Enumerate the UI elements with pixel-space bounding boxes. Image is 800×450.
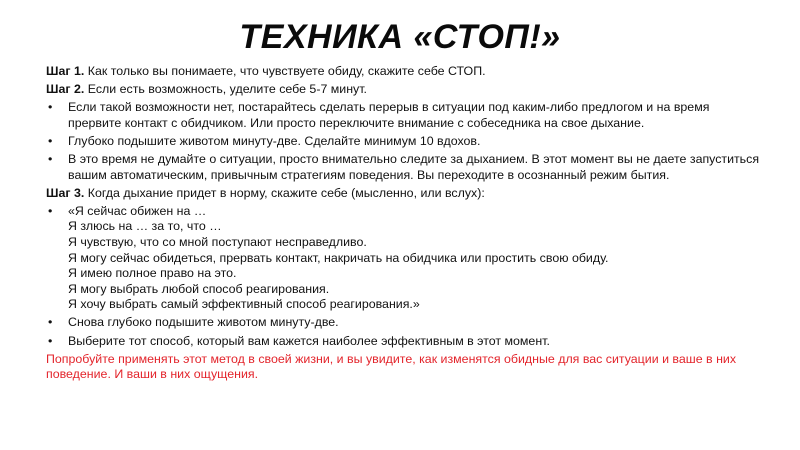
quote-line: Я хочу выбрать самый эффективный способ реагирования.» — [68, 297, 420, 312]
list-item: • В это время не думайте о ситуации, просто внимательно следите за дыханием. В этот момент вы не даете запуститься вашим автоматическим, привычным стратегиям поведения. Вы переходите в осознанный режим бытия. — [46, 152, 761, 183]
quote-line: Я злюсь на … за то, что … — [68, 219, 222, 234]
list-item: • Снова глубоко подышите животом минуту-две. — [46, 315, 761, 331]
list-item: • Выберите тот способ, который вам кажется наиболее эффективным в этот момент. — [46, 334, 761, 350]
step-3-text: Когда дыхание придет в норму, скажите себе (мысленно, или вслух): — [84, 185, 485, 200]
step-1-text: Как только вы понимаете, что чувствуете обиду, скажите себе СТОП. — [84, 64, 486, 78]
step-2 — [46, 82, 761, 98]
quote-line: Я чувствую, что со мной поступают несправедливо. — [68, 234, 367, 249]
slide-body — [46, 64, 761, 383]
quote-line: Я имею полное право на это. — [68, 266, 237, 281]
quote-line: • «Я сейчас обижен на … — [68, 203, 207, 218]
list-item: • Глубоко подышите животом минуту-две. Сделайте минимум 10 вдохов. — [46, 134, 761, 150]
list-item: • Если такой возможности нет, постарайтесь сделать перерыв в ситуации под каким-либо предлогом и на время прервите контакт с обидчиком. Или просто переключите внимание с собеседника на свое дыхание. — [46, 100, 761, 131]
quote-list-item — [46, 204, 761, 313]
step-3-label: Шаг 3. — [46, 185, 85, 200]
step-1 — [46, 64, 761, 80]
step-2-text: Если есть возможность, уделите себе 5-7 минут. — [84, 82, 368, 97]
quote-line: Я могу выбрать любой способ реагирования. — [68, 281, 330, 296]
quote-line: Я могу сейчас обидеться, прервать контакт, накричать на обидчика или простить свою обиду. — [68, 250, 609, 265]
closing-note: Попробуйте применять этот метод в своей жизни, и вы увидите, как изменятся обидные для вас ситуации и ваше в них поведение. И ваши в них ощущения. — [46, 351, 737, 382]
page-title: ТЕХНИКА «СТОП!» — [239, 18, 561, 56]
step-1-label: Шаг 1. — [46, 64, 85, 78]
step-2-label: Шаг 2. — [46, 82, 85, 97]
step-3 — [46, 186, 761, 202]
